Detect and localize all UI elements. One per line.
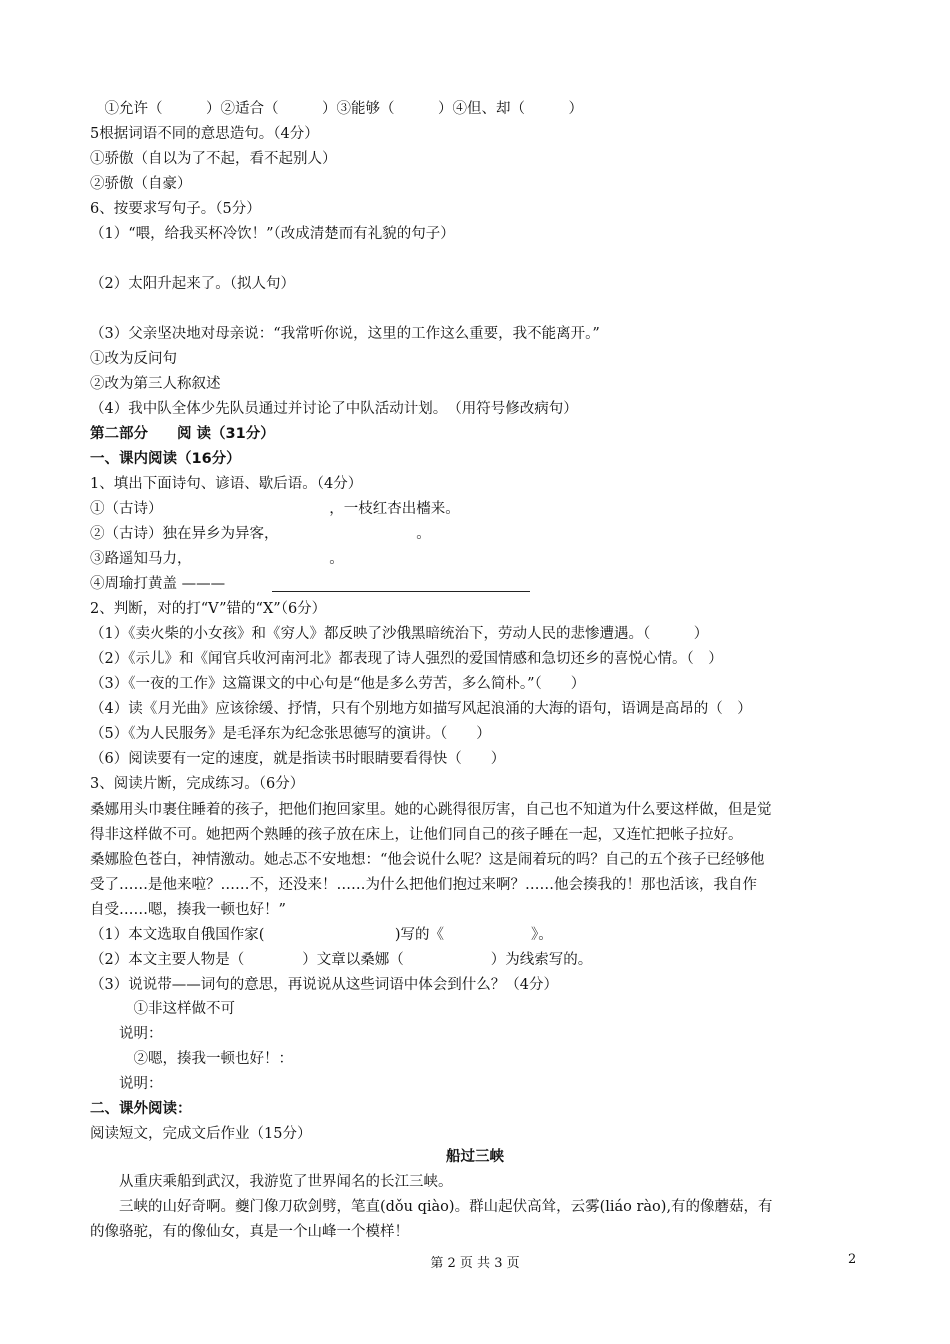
- explanation-label: 说明：: [90, 1076, 163, 1092]
- article-line: 从重庆乘船到武汉，我游览了世界闻名的长江三峡。: [90, 1174, 453, 1190]
- judge-item-5: （5）《为人民服务》是毛泽东为纪念张思德写的演讲。（ ）: [90, 726, 491, 742]
- fill-in-item-2: ②（古诗）独在异乡为异客， 。: [90, 526, 431, 542]
- passage-line: 得非这样做不可。她把两个熟睡的孩子放在床上，让他们同自己的孩子睡在一起，又连忙把帐子拉好。: [90, 827, 743, 843]
- fill-in-item-4: ④周瑜打黄盖 ———: [90, 576, 226, 592]
- fill-in-item-1: ①（古诗） ，一枝红杏出檣来。: [90, 501, 460, 517]
- question-6-item-3b: ②改为第三人称叙述: [90, 376, 221, 392]
- fill-in-heading: 1、填出下面诗句、谚语、歇后语。（4分）: [90, 476, 363, 492]
- article-line: 三峡的山好奇啊。夔门像刀砍剑劈，笔直(dǒu qiào)。群山起伏高耸，云雾(liáo rào),有的像蘑菇，有: [90, 1199, 773, 1215]
- reading-question-1: （1）本文选取自俄国作家( )写的《 》。: [90, 927, 553, 943]
- section-1-heading: 一、课内阅读（16分）: [90, 451, 241, 467]
- judge-item-1: （1）《卖火柴的小女孩》和《穷人》都反映了沙俄黑暗统治下，劳动人民的悲惨遭遇。（ ）: [90, 626, 709, 642]
- reading-question-3a: ①非这样做不可: [90, 1001, 235, 1017]
- question-5-heading: 5根据词语不同的意思造句。（4分）: [90, 126, 319, 142]
- question-5-item-2: ②骄傲（自豪）: [90, 176, 192, 192]
- question-6-item-3a: ①改为反问句: [90, 351, 177, 367]
- passage-line: 桑娜脸色苍白，神情激动。她忐忑不安地想：“他会说什么呢？这是闹着玩的吗？自己的五个孩子已经够他: [90, 852, 765, 868]
- page-count-label: 第 2 页 共 3 页: [430, 1256, 520, 1271]
- article-line: 的像骆驼，有的像仙女，真是一个山峰一个模样！: [90, 1224, 409, 1240]
- article-title: 船过三峡: [446, 1149, 504, 1165]
- question-6-item-4: （4）我中队全体少先队员通过并讨论了中队活动计划。 （用符号修改病句）: [90, 401, 578, 417]
- answer-blank-line: [272, 591, 530, 592]
- question-6-item-2: （2）太阳升起来了。（拟人句）: [90, 276, 295, 292]
- judge-item-3: （3）《一夜的工作》这篇课文的中心句是“他是多么劳苦，多么简朴。”（ ）: [90, 676, 586, 692]
- question-6-item-1: （1）“喂，给我买杯冷饮！”（改成清楚而有礼貌的句子）: [90, 226, 455, 242]
- passage-line: 受了……是他来啦？……不，还没来！……为什么把他们抱过来啊？……他会揍我的！那也活该，我自作: [90, 877, 757, 893]
- page-number: 2: [848, 1252, 857, 1267]
- part-2-heading: 第二部分 阅 读（31分）: [90, 426, 275, 442]
- extra-reading-instruction: 阅读短文，完成文后作业（15分）: [90, 1126, 312, 1142]
- passage-line: 桑娜用头巾裹住睡着的孩子，把他们抱回家里。她的心跳得很厉害，自己也不知道为什么要这样做，但是觉: [90, 802, 772, 818]
- reading-question-3: （3）说说带——词句的意思，再说说从这些词语中体会到什么？（4分）: [90, 977, 558, 993]
- explanation-label: 说明：: [90, 1026, 163, 1042]
- question-6-item-3: （3）父亲坚决地对母亲说：“我常听你说，这里的工作这么重要，我不能离开。”: [90, 326, 600, 342]
- judge-item-6: （6）阅读要有一定的速度，就是指读书时眼睛要看得快（ ）: [90, 751, 506, 767]
- judge-item-4: （4）读《月光曲》应该徐缓、抒情，只有个别地方如描写风起浪涌的大海的语句，语调是高昂的（ ）: [90, 701, 752, 717]
- section-2-heading: 二、课外阅读：: [90, 1101, 192, 1117]
- reading-question-2: （2）本文主要人物是（ ）文章以桑娜（ ）为线索写的。: [90, 952, 593, 968]
- word-list-line: ①允许（ ）②适合（ ）③能够（ ）④但、却（ ）: [90, 101, 583, 117]
- passage-line: 自受……嗯，揍我一顿也好！”: [90, 902, 286, 918]
- judge-heading: 2、判断，对的打“V”错的“X”（6分）: [90, 601, 327, 617]
- question-6-heading: 6、按要求写句子。（5分）: [90, 201, 261, 217]
- judge-item-2: （2）《示儿》和《闻官兵收河南河北》都表现了诗人强烈的爱国情感和急切还乡的喜悦心情。（ ）: [90, 651, 723, 667]
- fill-in-item-3: ③路遥知马力， 。: [90, 551, 344, 567]
- reading-question-3b: ②嗯，揍我一顿也好！：: [90, 1051, 293, 1067]
- question-5-item-1: ①骄傲（自以为了不起，看不起别人）: [90, 151, 337, 167]
- reading-heading: 3、阅读片断，完成练习。（6分）: [90, 776, 305, 792]
